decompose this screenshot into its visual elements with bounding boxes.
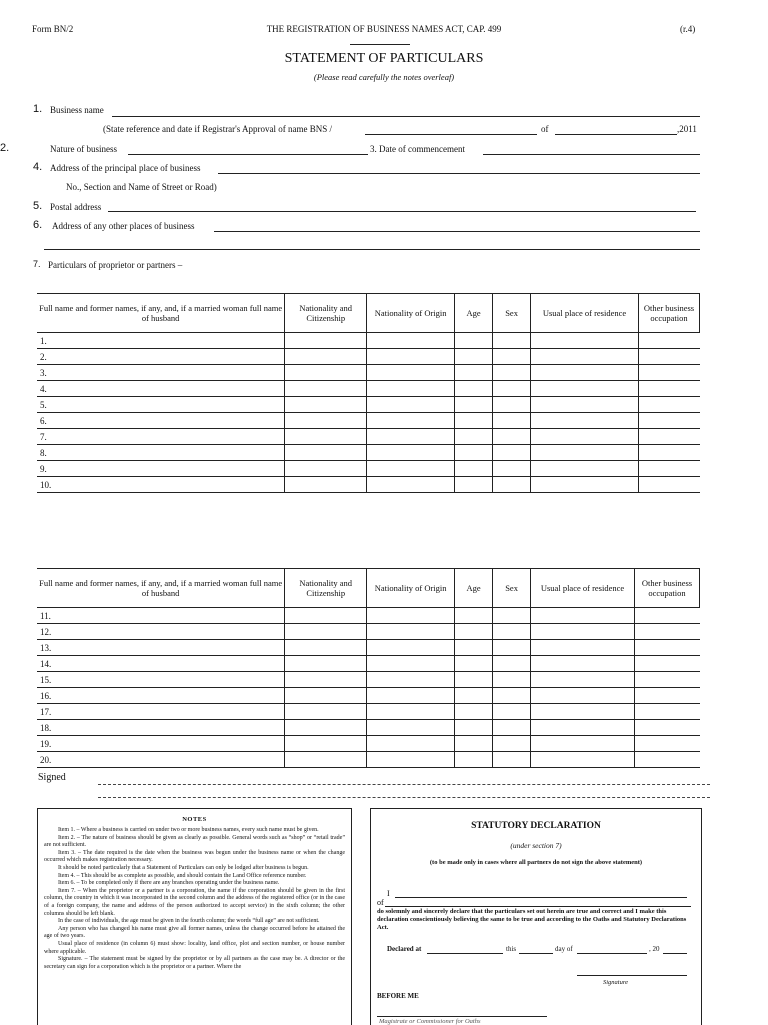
entry-cell[interactable]: [367, 333, 455, 349]
entry-cell[interactable]: [531, 349, 639, 365]
entry-cell[interactable]: [285, 752, 367, 768]
year-label: ,2011: [677, 124, 697, 134]
entry-cell[interactable]: [638, 333, 699, 349]
entry-cell[interactable]: [285, 608, 367, 624]
signature-line-1[interactable]: [98, 784, 710, 785]
entry-cell[interactable]: [285, 413, 367, 429]
entry-cell[interactable]: [531, 445, 639, 461]
act-title: THE REGISTRATION OF BUSINESS NAMES ACT, CAP. 499: [266, 24, 502, 34]
of-label: of: [541, 124, 549, 134]
entry-cell[interactable]: [493, 477, 531, 493]
table-row: [37, 640, 700, 656]
business-name-field[interactable]: [112, 116, 700, 117]
day-field[interactable]: [519, 953, 553, 954]
header-full-name: Full name and former names, if any, and, if a married woman full name of husband: [37, 569, 285, 608]
header-sex: Sex: [493, 569, 531, 608]
table-row: [37, 397, 700, 413]
entry-cell[interactable]: [367, 445, 455, 461]
table-row: [37, 333, 700, 349]
entry-cell[interactable]: [455, 349, 493, 365]
note-paragraph: Usual place of residence (in column 6) must show: locality, land office, plot and section number, or house number where applicable.: [44, 940, 345, 955]
entry-cell[interactable]: [367, 461, 455, 477]
entry-cell[interactable]: [531, 752, 635, 768]
notes-box: [37, 808, 352, 1025]
postal-address-label: Postal address: [50, 202, 102, 212]
title-rule: [350, 44, 410, 45]
form-code: Form BN/2: [32, 24, 74, 34]
entry-cell[interactable]: [367, 672, 455, 688]
row-number-cell[interactable]: 3.: [37, 365, 285, 381]
entry-cell[interactable]: [455, 624, 493, 640]
magistrate-label: Magistrate or Commissioner for Oaths: [379, 1018, 481, 1025]
entry-cell[interactable]: [455, 688, 493, 704]
entry-cell[interactable]: [493, 461, 531, 477]
table-row: [37, 720, 700, 736]
page-title: STATEMENT OF PARTICULARS: [284, 51, 484, 66]
entry-cell[interactable]: [638, 349, 699, 365]
entry-cell[interactable]: [634, 624, 699, 640]
entry-cell[interactable]: [367, 608, 455, 624]
table-row: [37, 608, 700, 624]
notes-title: NOTES: [182, 816, 207, 823]
row-number-cell[interactable]: 12.: [37, 624, 285, 640]
note-paragraph: Signature. – The statement must be signed by the proprietor or by all partners as the case may be. A director or the secretary can sign for a corporation which is the proprietor or a partner. Where the: [44, 956, 345, 970]
declarant-of-label: of: [377, 898, 384, 907]
entry-cell[interactable]: [285, 672, 367, 688]
table-row: [37, 624, 700, 640]
signed-label: Signed: [38, 772, 66, 783]
entry-cell[interactable]: [285, 461, 367, 477]
entry-cell[interactable]: [531, 477, 639, 493]
entry-cell[interactable]: [493, 688, 531, 704]
entry-cell[interactable]: [367, 349, 455, 365]
entry-cell[interactable]: [285, 736, 367, 752]
declaration-title: STATUTORY DECLARATION: [471, 821, 601, 831]
entry-cell[interactable]: [531, 397, 639, 413]
approval-date-field[interactable]: [555, 134, 677, 135]
note-paragraph: Any person who has changed his name must give all former names, unless the change occurred before he attained the age of two years.: [44, 925, 345, 940]
row-number-cell[interactable]: 8.: [37, 445, 285, 461]
note-paragraph: Item 3. – The date required is the date when the business was begun under the business name or when the change occurred which makes registration necessary.: [44, 849, 345, 864]
entry-cell[interactable]: [634, 752, 699, 768]
table-row: [37, 461, 700, 477]
header-residence: Usual place of residence: [531, 294, 639, 333]
note-paragraph: Item 4. – This should be as complete as possible, and should contain the Land Office reference number.: [58, 872, 307, 879]
magistrate-signature-field[interactable]: [377, 1016, 547, 1017]
entry-cell[interactable]: [455, 752, 493, 768]
year-field[interactable]: [663, 953, 687, 954]
row-number-cell[interactable]: 20.: [37, 752, 285, 768]
entry-cell[interactable]: [531, 672, 635, 688]
entry-cell[interactable]: [634, 672, 699, 688]
note-paragraph: Item 7. – When the proprietor or a partner is a corporation, the name if the corporation should be given in the first column, the country in which it was incorporated in the second column and the address of the registered office (or in the case of a foreign company, the name and address of the person authorized to accept service) in the sixth column; the other columns should be left blank.: [44, 887, 345, 917]
entry-cell[interactable]: [531, 720, 635, 736]
entry-cell[interactable]: [638, 445, 699, 461]
entry-cell[interactable]: [531, 656, 635, 672]
signature-label: Signature: [603, 979, 629, 986]
row-number-cell[interactable]: 10.: [37, 477, 285, 493]
entry-cell[interactable]: [493, 720, 531, 736]
entry-cell[interactable]: [285, 429, 367, 445]
entry-cell[interactable]: [367, 397, 455, 413]
entry-cell[interactable]: [367, 381, 455, 397]
entry-cell[interactable]: [367, 752, 455, 768]
header-origin: Nationality of Origin: [367, 294, 455, 333]
header-sex: Sex: [493, 294, 531, 333]
principal-address-field[interactable]: [218, 173, 700, 174]
header-origin: Nationality of Origin: [367, 569, 455, 608]
partners-table-1: [37, 293, 700, 493]
entry-cell[interactable]: [455, 333, 493, 349]
row-number-cell[interactable]: 15.: [37, 672, 285, 688]
entry-cell[interactable]: [455, 397, 493, 413]
entry-cell[interactable]: [531, 461, 639, 477]
year-prefix-label: , 20: [649, 945, 660, 953]
row-number-cell[interactable]: 16.: [37, 688, 285, 704]
declaration-condition: (to be made only in cases where all partners do not sign the above statement): [429, 859, 643, 866]
declared-at-field[interactable]: [427, 953, 503, 954]
entry-cell[interactable]: [493, 640, 531, 656]
entry-cell[interactable]: [493, 704, 531, 720]
declaration-box: [370, 808, 702, 1025]
other-places-field[interactable]: [214, 231, 700, 232]
postal-address-field[interactable]: [108, 211, 696, 212]
entry-cell[interactable]: [285, 688, 367, 704]
entry-cell[interactable]: [493, 413, 531, 429]
entry-cell[interactable]: [285, 349, 367, 365]
table-row: [37, 736, 700, 752]
table-row: [37, 752, 700, 768]
this-label: this: [506, 945, 517, 953]
nature-field[interactable]: [128, 154, 368, 155]
entry-cell[interactable]: [455, 608, 493, 624]
entry-cell[interactable]: [285, 445, 367, 461]
table-row: [37, 656, 700, 672]
entry-cell[interactable]: [493, 656, 531, 672]
partners-label: Particulars of proprietor or partners –: [48, 260, 183, 270]
page-subtitle: (Please read carefully the notes overleaf): [313, 72, 455, 82]
entry-cell[interactable]: [634, 704, 699, 720]
entry-cell[interactable]: [285, 704, 367, 720]
entry-cell[interactable]: [367, 736, 455, 752]
entry-cell[interactable]: [455, 381, 493, 397]
entry-cell[interactable]: [531, 413, 639, 429]
before-me-label: BEFORE ME: [377, 992, 419, 1000]
declared-at-label: Declared at: [387, 945, 422, 953]
signature-line-2[interactable]: [98, 797, 710, 798]
entry-cell[interactable]: [493, 365, 531, 381]
entry-cell[interactable]: [638, 381, 699, 397]
entry-cell[interactable]: [285, 640, 367, 656]
table-row: [37, 349, 700, 365]
entry-cell[interactable]: [493, 672, 531, 688]
entry-cell[interactable]: [634, 736, 699, 752]
entry-cell[interactable]: [367, 429, 455, 445]
entry-cell[interactable]: [531, 365, 639, 381]
table-row: [37, 704, 700, 720]
other-places-label: Address of any other places of business: [52, 221, 195, 231]
item-number-6: 6.: [33, 219, 43, 231]
entry-cell[interactable]: [531, 736, 635, 752]
entry-cell[interactable]: [531, 640, 635, 656]
row-number-cell[interactable]: 13.: [37, 640, 285, 656]
note-paragraph: Item 6. – To be completed only if there are any branches operating under the business name.: [58, 880, 280, 887]
entry-cell[interactable]: [455, 477, 493, 493]
entry-cell[interactable]: [367, 656, 455, 672]
row-number-cell[interactable]: 14.: [37, 656, 285, 672]
header-occupation: Other business occupation: [634, 569, 699, 608]
entry-cell[interactable]: [367, 704, 455, 720]
entry-cell[interactable]: [493, 429, 531, 445]
entry-cell[interactable]: [455, 720, 493, 736]
header-occupation: Other business occupation: [638, 294, 699, 333]
table-row: [37, 688, 700, 704]
entry-cell[interactable]: [367, 624, 455, 640]
table-row: [37, 445, 700, 461]
entry-cell[interactable]: [367, 688, 455, 704]
entry-cell[interactable]: [531, 381, 639, 397]
table-row: [37, 429, 700, 445]
other-places-field-2[interactable]: [44, 249, 700, 250]
entry-cell[interactable]: [638, 365, 699, 381]
entry-cell[interactable]: [493, 333, 531, 349]
entry-cell[interactable]: [493, 624, 531, 640]
entry-cell[interactable]: [455, 656, 493, 672]
row-number-cell[interactable]: 7.: [37, 429, 285, 445]
entry-cell[interactable]: [531, 608, 635, 624]
rule-ref: (r.4): [680, 24, 696, 34]
entry-cell[interactable]: [455, 413, 493, 429]
item-number-7: 7.: [33, 259, 41, 269]
table-1-body: [37, 333, 700, 493]
notes-body: [38, 827, 351, 971]
entry-cell[interactable]: [455, 704, 493, 720]
entry-cell[interactable]: [455, 736, 493, 752]
entry-cell[interactable]: [493, 752, 531, 768]
month-field[interactable]: [577, 953, 647, 954]
entry-cell[interactable]: [634, 720, 699, 736]
entry-cell[interactable]: [638, 477, 699, 493]
declaration-under: (under section 7): [510, 841, 562, 850]
entry-cell[interactable]: [634, 656, 699, 672]
day-of-label: day of: [555, 945, 573, 953]
table-2-body: [37, 608, 700, 768]
principal-address-label: Address of the principal place of business: [50, 163, 201, 173]
row-number-cell[interactable]: 18.: [37, 720, 285, 736]
entry-cell[interactable]: [638, 413, 699, 429]
entry-cell[interactable]: [367, 365, 455, 381]
note-paragraph: It should be noted particularly that a Statement of Particulars can only be lodged after business is begun.: [58, 864, 309, 871]
row-number-cell[interactable]: 9.: [37, 461, 285, 477]
entry-cell[interactable]: [285, 656, 367, 672]
table-row: [37, 477, 700, 493]
declaration-text: do solemnly and sincerely declare that the particulars set out herein are true and correct and I make this declaration conscientiously believing the same to be true and according to the Oaths and Statutory Declarations Act.: [377, 908, 687, 931]
entry-cell[interactable]: [455, 672, 493, 688]
entry-cell[interactable]: [285, 365, 367, 381]
item-number-2: 2.: [0, 142, 10, 154]
nature-label: Nature of business: [50, 144, 117, 154]
entry-cell[interactable]: [634, 608, 699, 624]
entry-cell[interactable]: [455, 429, 493, 445]
entry-cell[interactable]: [493, 349, 531, 365]
header-nationality: Nationality and Citizenship: [285, 569, 367, 608]
business-name-label: Business name: [50, 105, 104, 115]
commencement-label: 3. Date of commencement: [370, 144, 465, 154]
table-row: [37, 672, 700, 688]
row-number-cell[interactable]: 11.: [37, 608, 285, 624]
bns-number-field[interactable]: [365, 134, 537, 135]
entry-cell[interactable]: [285, 624, 367, 640]
note-paragraph: Item 2. – The nature of business should be given as clearly as possible. General words such as “shop” or “retail trade” are not sufficient.: [44, 834, 345, 849]
entry-cell[interactable]: [531, 624, 635, 640]
header-age: Age: [455, 294, 493, 333]
entry-cell[interactable]: [285, 397, 367, 413]
entry-cell[interactable]: [455, 461, 493, 477]
row-number-cell[interactable]: 5.: [37, 397, 285, 413]
entry-cell[interactable]: [493, 736, 531, 752]
entry-cell[interactable]: [531, 704, 635, 720]
row-number-cell[interactable]: 4.: [37, 381, 285, 397]
table-row: [37, 365, 700, 381]
entry-cell[interactable]: [367, 413, 455, 429]
header-nationality: Nationality and Citizenship: [285, 294, 367, 333]
row-number-cell[interactable]: 6.: [37, 413, 285, 429]
entry-cell[interactable]: [493, 445, 531, 461]
entry-cell[interactable]: [455, 445, 493, 461]
table-row: [37, 381, 700, 397]
entry-cell[interactable]: [638, 429, 699, 445]
entry-cell[interactable]: [367, 640, 455, 656]
entry-cell[interactable]: [638, 397, 699, 413]
item-number-4: 4.: [33, 161, 43, 173]
header-full-name: Full name and former names, if any, and, if a married woman full name of husband: [37, 294, 285, 333]
principal-address-note: No., Section and Name of Street or Road): [66, 182, 217, 192]
partners-table-2: [37, 568, 700, 768]
entry-cell[interactable]: [367, 720, 455, 736]
entry-cell[interactable]: [285, 720, 367, 736]
commencement-field[interactable]: [483, 154, 700, 155]
entry-cell[interactable]: [493, 381, 531, 397]
note-paragraph: In the case of individuals, the age must be given in the fourth column; the words “full age” are not sufficient.: [58, 918, 320, 925]
declarant-address-field[interactable]: [385, 906, 691, 907]
entry-cell[interactable]: [455, 640, 493, 656]
entry-cell[interactable]: [634, 640, 699, 656]
row-number-cell[interactable]: 2.: [37, 349, 285, 365]
header-age: Age: [455, 569, 493, 608]
entry-cell[interactable]: [531, 688, 635, 704]
table-row: [37, 413, 700, 429]
row-number-cell[interactable]: 17.: [37, 704, 285, 720]
entry-cell[interactable]: [285, 333, 367, 349]
entry-cell[interactable]: [638, 461, 699, 477]
state-reference-label: (State reference and date if Registrar's Approval of name BNS /: [103, 124, 333, 134]
entry-cell[interactable]: [367, 477, 455, 493]
entry-cell[interactable]: [531, 429, 639, 445]
declarant-i-label: I: [387, 889, 390, 898]
declarant-name-field[interactable]: [395, 897, 687, 898]
note-paragraph: Item 1. – Where a business is carried on under two or more business names, every such name must be given.: [58, 827, 319, 833]
item-number-1: 1.: [33, 103, 43, 115]
entry-cell[interactable]: [634, 688, 699, 704]
entry-cell[interactable]: [493, 397, 531, 413]
row-number-cell[interactable]: 1.: [37, 333, 285, 349]
entry-cell[interactable]: [531, 333, 639, 349]
item-number-5: 5.: [33, 200, 43, 212]
row-number-cell[interactable]: 19.: [37, 736, 285, 752]
entry-cell[interactable]: [285, 477, 367, 493]
declaration-signature-field[interactable]: [577, 975, 687, 976]
entry-cell[interactable]: [493, 608, 531, 624]
entry-cell[interactable]: [285, 381, 367, 397]
entry-cell[interactable]: [455, 365, 493, 381]
header-residence: Usual place of residence: [531, 569, 635, 608]
